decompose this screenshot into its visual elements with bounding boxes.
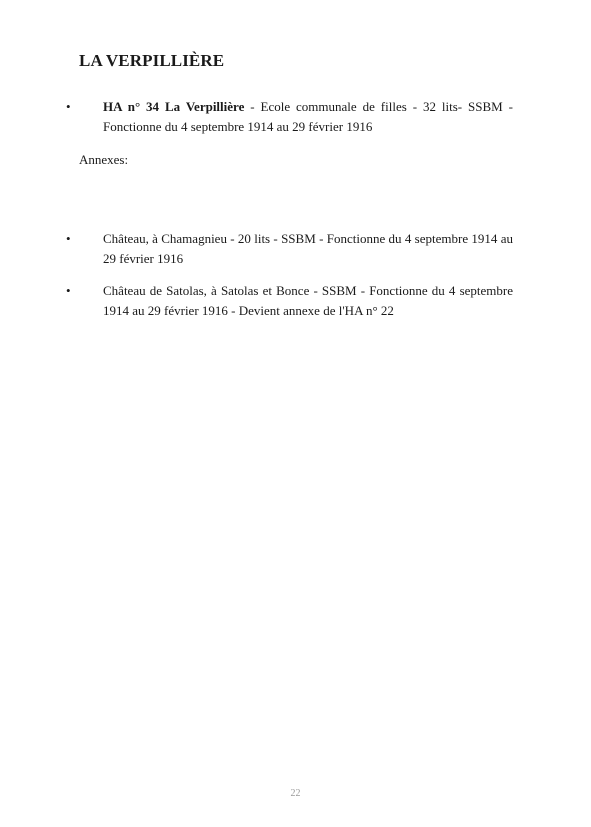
hospital-name: HA n° 34 La Verpillière — [103, 99, 245, 114]
hospital-description: - Ecole communale de filles - 32 lits- SSBM - Fonctionne du 4 septembre 1914 au 29 février 1916 — [103, 99, 513, 134]
bullet-icon: • — [66, 231, 71, 246]
bullet-icon: • — [66, 283, 71, 298]
annex-text: Château, à Chamagnieu - 20 lits - SSBM - Fonctionne du 4 septembre 1914 au 29 février 1916 — [103, 231, 513, 266]
list-item-annex — [66, 229, 513, 269]
list-item-annex — [66, 281, 513, 321]
list-item-hospital — [66, 97, 513, 137]
annexes-label: Annexes: — [79, 152, 129, 167]
page-title: LA VERPILLIÈRE — [79, 51, 225, 70]
bullet-icon: • — [66, 99, 71, 114]
annex-text: Château de Satolas, à Satolas et Bonce - SSBM - Fonctionne du 4 septembre 1914 au 29 février 1916 - Devient annexe de l'HA n° 22 — [103, 283, 513, 318]
page-number: 22 — [290, 788, 301, 799]
